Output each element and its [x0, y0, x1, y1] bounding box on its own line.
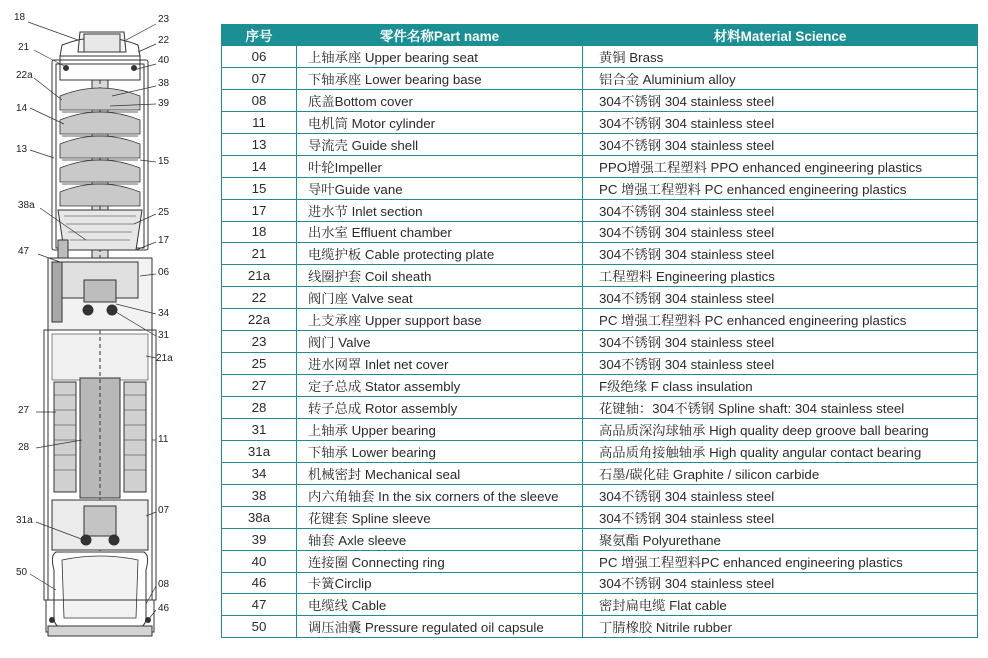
table-row [222, 353, 978, 375]
cell-part-name: 导叶Guide vane [297, 177, 583, 199]
cell-part-name: 内六角轴套 In the six corners of the sleeve [297, 484, 583, 506]
cell-serial-no: 39 [222, 528, 297, 550]
cell-serial-no: 08 [222, 89, 297, 111]
table-row [222, 287, 978, 309]
cell-material: 304不锈钢 304 stainless steel [583, 572, 978, 594]
cell-serial-no: 22 [222, 287, 297, 309]
cell-part-name: 花键套 Spline sleeve [297, 506, 583, 528]
pump-cross-section-drawing [0, 0, 200, 658]
header-material: 材料Material Science [583, 25, 978, 46]
table-row [222, 67, 978, 89]
label-28: 28 [18, 442, 30, 453]
label-39: 39 [158, 98, 170, 109]
cell-part-name: 底盖Bottom cover [297, 89, 583, 111]
cell-part-name: 卡簧Circlip [297, 572, 583, 594]
cell-part-name: 连接圈 Connecting ring [297, 550, 583, 572]
cell-material: 花键轴：304不锈钢 Spline shaft: 304 stainless steel [583, 397, 978, 419]
cell-part-name: 阀门 Valve [297, 331, 583, 353]
cell-material: F级绝缘 F class insulation [583, 375, 978, 397]
cell-material: 304不锈钢 304 stainless steel [583, 133, 978, 155]
table-row [222, 133, 978, 155]
label-47: 47 [18, 246, 30, 257]
label-31: 31 [158, 330, 170, 341]
label-13: 13 [16, 144, 28, 155]
cell-material: PPO增强工程塑料 PPO enhanced engineering plastics [583, 155, 978, 177]
header-part-name: 零件名称Part name [297, 25, 583, 46]
cell-material: 304不锈钢 304 stainless steel [583, 506, 978, 528]
cell-part-name: 线圈护套 Coil sheath [297, 265, 583, 287]
cell-part-name: 调压油囊 Pressure regulated oil capsule [297, 616, 583, 638]
cell-serial-no: 31 [222, 418, 297, 440]
cell-material: 304不锈钢 304 stainless steel [583, 484, 978, 506]
table-row [222, 243, 978, 265]
table-row [222, 46, 978, 68]
cell-part-name: 电缆护板 Cable protecting plate [297, 243, 583, 265]
cell-part-name: 导流壳 Guide shell [297, 133, 583, 155]
table-row [222, 177, 978, 199]
cell-serial-no: 22a [222, 309, 297, 331]
table-row [222, 506, 978, 528]
cell-serial-no: 38a [222, 506, 297, 528]
cell-material: 聚氨酯 Polyurethane [583, 528, 978, 550]
label-11: 11 [158, 434, 169, 445]
cell-part-name: 上轴承 Upper bearing [297, 418, 583, 440]
cell-part-name: 转子总成 Rotor assembly [297, 397, 583, 419]
table-row [222, 309, 978, 331]
label-40: 40 [158, 55, 170, 66]
cell-material: 304不锈钢 304 stainless steel [583, 111, 978, 133]
cell-serial-no: 27 [222, 375, 297, 397]
cell-serial-no: 46 [222, 572, 297, 594]
cell-serial-no: 18 [222, 221, 297, 243]
cell-material: 铝合金 Aluminium alloy [583, 67, 978, 89]
table-row [222, 550, 978, 572]
table-row [222, 331, 978, 353]
cell-serial-no: 23 [222, 331, 297, 353]
cell-part-name: 电机筒 Motor cylinder [297, 111, 583, 133]
cell-serial-no: 47 [222, 594, 297, 616]
label-25: 25 [158, 207, 170, 218]
table-header-row [222, 25, 978, 46]
cell-part-name: 下轴承座 Lower bearing base [297, 67, 583, 89]
table-row [222, 397, 978, 419]
label-38a: 38a [18, 200, 35, 211]
label-23: 23 [158, 14, 170, 25]
cell-material: 304不锈钢 304 stainless steel [583, 243, 978, 265]
label-38: 38 [158, 78, 170, 89]
cell-material: PC 增强工程塑料 PC enhanced engineering plastics [583, 177, 978, 199]
cell-serial-no: 11 [222, 111, 297, 133]
cell-material: 丁腈橡胶 Nitrile rubber [583, 616, 978, 638]
cell-material: PC 增强工程塑料PC enhanced engineering plastics [583, 550, 978, 572]
label-31a: 31a [16, 515, 33, 526]
cell-serial-no: 15 [222, 177, 297, 199]
table-row [222, 418, 978, 440]
label-22: 22 [158, 35, 170, 46]
label-21: 21 [18, 42, 30, 53]
label-15: 15 [158, 156, 170, 167]
table-row [222, 199, 978, 221]
cell-material: 黄铜 Brass [583, 46, 978, 68]
cell-material: 304不锈钢 304 stainless steel [583, 89, 978, 111]
table-row [222, 484, 978, 506]
label-06: 06 [158, 267, 170, 278]
label-18: 18 [14, 12, 26, 23]
label-34: 34 [158, 308, 170, 319]
cell-material: 工程塑料 Engineering plastics [583, 265, 978, 287]
cell-part-name: 阀门座 Valve seat [297, 287, 583, 309]
cell-part-name: 下轴承 Lower bearing [297, 440, 583, 462]
cell-serial-no: 21 [222, 243, 297, 265]
table-row [222, 462, 978, 484]
cell-material: 密封扁电缆 Flat cable [583, 594, 978, 616]
cell-serial-no: 17 [222, 199, 297, 221]
cell-serial-no: 07 [222, 67, 297, 89]
cell-material: 高品质深沟球轴承 High quality deep groove ball bearing [583, 418, 978, 440]
cell-part-name: 机械密封 Mechanical seal [297, 462, 583, 484]
cell-serial-no: 40 [222, 550, 297, 572]
cell-material: 高品质角接触轴承 High quality angular contact bearing [583, 440, 978, 462]
cell-serial-no: 34 [222, 462, 297, 484]
cell-part-name: 上支承座 Upper support base [297, 309, 583, 331]
table-row [222, 616, 978, 638]
cell-material: 304不锈钢 304 stainless steel [583, 199, 978, 221]
table-row [222, 221, 978, 243]
pump-cross-section-svg [0, 0, 200, 658]
table-row [222, 594, 978, 616]
cell-material: PC 增强工程塑料 PC enhanced engineering plastics [583, 309, 978, 331]
label-27: 27 [18, 405, 30, 416]
label-21a: 21a [156, 353, 173, 364]
label-46: 46 [158, 603, 170, 614]
cell-part-name: 进水网罩 Inlet net cover [297, 353, 583, 375]
cell-material: 304不锈钢 304 stainless steel [583, 353, 978, 375]
cell-part-name: 轴套 Axle sleeve [297, 528, 583, 550]
label-08: 08 [158, 579, 170, 590]
parts-material-table [221, 24, 978, 638]
cell-serial-no: 21a [222, 265, 297, 287]
cell-serial-no: 50 [222, 616, 297, 638]
cell-part-name: 定子总成 Stator assembly [297, 375, 583, 397]
table-row [222, 440, 978, 462]
cell-serial-no: 38 [222, 484, 297, 506]
table-row [222, 375, 978, 397]
label-17: 17 [158, 235, 170, 246]
label-50: 50 [16, 567, 28, 578]
cell-part-name: 出水室 Effluent chamber [297, 221, 583, 243]
table-row [222, 111, 978, 133]
cell-serial-no: 25 [222, 353, 297, 375]
cell-serial-no: 31a [222, 440, 297, 462]
header-serial-no: 序号 [222, 25, 297, 46]
label-07: 07 [158, 505, 170, 516]
cell-serial-no: 28 [222, 397, 297, 419]
table-row [222, 528, 978, 550]
cell-part-name: 叶轮Impeller [297, 155, 583, 177]
label-14: 14 [16, 103, 28, 114]
cell-material: 304不锈钢 304 stainless steel [583, 331, 978, 353]
cell-serial-no: 06 [222, 46, 297, 68]
cell-part-name: 上轴承座 Upper bearing seat [297, 46, 583, 68]
cell-part-name: 进水节 Inlet section [297, 199, 583, 221]
table-row [222, 155, 978, 177]
cell-material: 304不锈钢 304 stainless steel [583, 287, 978, 309]
table-row [222, 89, 978, 111]
label-22a: 22a [16, 70, 33, 81]
cell-serial-no: 13 [222, 133, 297, 155]
cell-material: 304不锈钢 304 stainless steel [583, 221, 978, 243]
cell-material: 石墨/碳化硅 Graphite / silicon carbide [583, 462, 978, 484]
cell-part-name: 电缆线 Cable [297, 594, 583, 616]
table-body [222, 46, 978, 638]
table-row [222, 265, 978, 287]
table-row [222, 572, 978, 594]
cell-serial-no: 14 [222, 155, 297, 177]
